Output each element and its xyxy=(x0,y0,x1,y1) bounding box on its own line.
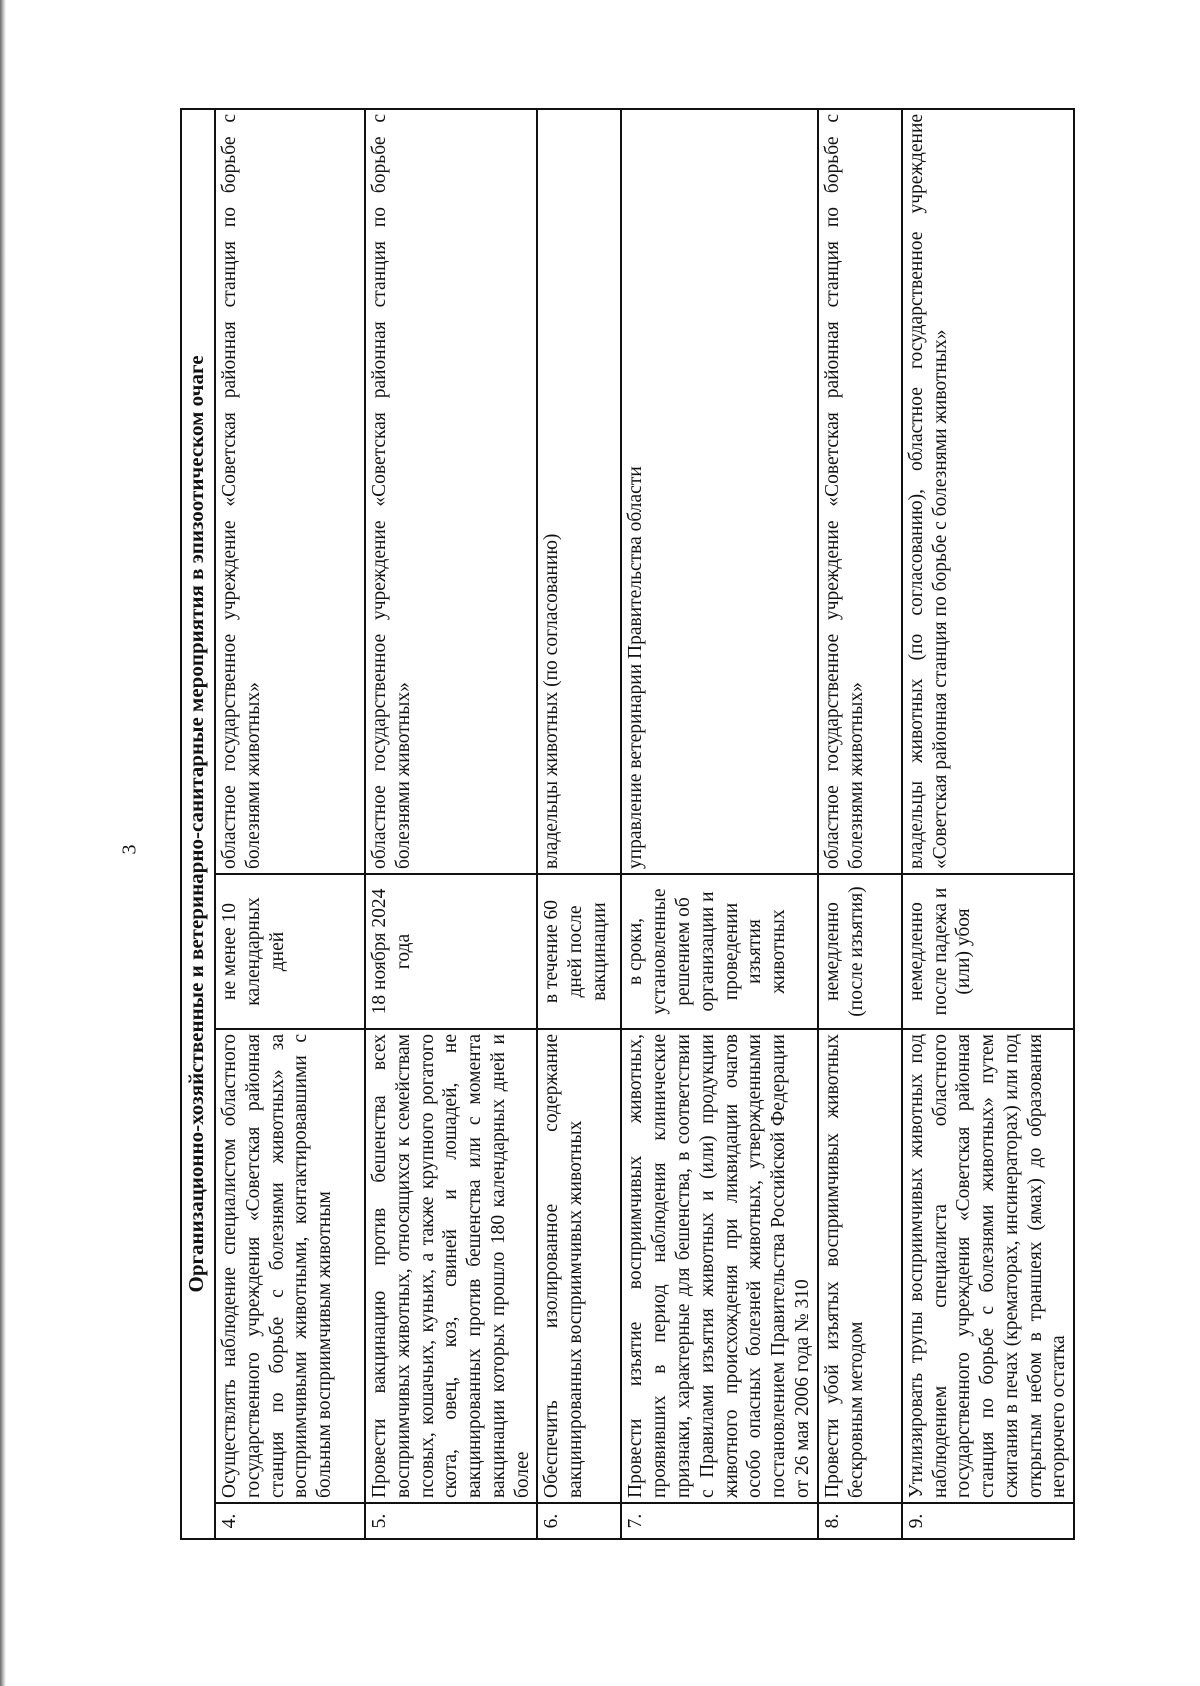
table-row xyxy=(537,109,621,1539)
row-number: 9. xyxy=(902,1503,1074,1539)
row-number: 4. xyxy=(215,1503,365,1539)
row-number: 5. xyxy=(365,1503,537,1539)
table-row xyxy=(621,109,817,1539)
table-row xyxy=(902,109,1074,1539)
table-row xyxy=(365,109,537,1539)
row-number: 6. xyxy=(537,1503,621,1539)
row-number: 7. xyxy=(621,1503,817,1539)
action-cell: Провести вакцинацию против бешенства всех восприимчивых животных, относящихся к семействам псовых, кошачьих, куньих, а также крупного рогатого скота, овец, коз, свиней и лошадей, не вакцинированных против бешенства или с момента вакцинации которых прошло 180 календарных дней и более xyxy=(365,1029,537,1503)
responsible-cell: владельцы животных (по согласованию) xyxy=(537,109,621,874)
term-cell: не менее 10 календарных дней xyxy=(215,874,365,1029)
table-row xyxy=(215,109,365,1539)
row-number: 8. xyxy=(818,1503,902,1539)
measures-table xyxy=(180,108,1075,1540)
scan-edge xyxy=(0,0,6,1686)
term-cell: в сроки, установленные решением об организации и проведении изъятия животных xyxy=(621,874,817,1029)
responsible-cell: управление ветеринарии Правительства области xyxy=(621,109,817,874)
section-header-row xyxy=(181,109,215,1539)
responsible-cell: областное государственное учреждение «Советская районная станция по борьбе с болезнями животных» xyxy=(215,109,365,874)
rotated-document xyxy=(180,110,1070,1540)
page-number: 3 xyxy=(118,844,141,855)
action-cell: Осуществлять наблюдение специалистом областного государственного учреждения «Советская районная станция по борьбе с болезнями животных» за восприимчивыми животными, контактировавшими с больным восприимчивым животным xyxy=(215,1029,365,1503)
responsible-cell: областное государственное учреждение «Советская районная станция по борьбе с болезнями животных» xyxy=(818,109,902,874)
responsible-cell: областное государственное учреждение «Советская районная станция по борьбе с болезнями животных» xyxy=(365,109,537,874)
table-row xyxy=(818,109,902,1539)
term-cell: немедленно (после изъятия) xyxy=(818,874,902,1029)
term-cell: немедленно после падежа и (или) убоя xyxy=(902,874,1074,1029)
term-cell: 18 ноября 2024 года xyxy=(365,874,537,1029)
responsible-cell: владельцы животных (по согласованию), областное государственное учреждение «Советская районная станция по борьбе с болезнями животных» xyxy=(902,109,1074,874)
action-cell: Обеспечить изолированное содержание вакцинированных восприимчивых животных xyxy=(537,1029,621,1503)
action-cell: Провести изъятие восприимчивых животных, проявивших в период наблюдения клинические признаки, характерные для бешенства, в соответствии с Правилами изъятия животных и (или) продукции животного происхождения при ликвидации очагов особо опасных болезней животных, утвержденными постановлением Правительства Российской Федерации от 26 мая 2006 года № 310 xyxy=(621,1029,817,1503)
term-cell: в течение 60 дней после вакцинации xyxy=(537,874,621,1029)
action-cell: Утилизировать трупы восприимчивых животных под наблюдением специалиста областного государственного учреждения «Советская районная станция по борьбе с болезнями животных» путем сжигания в печах (крематорах, инсинераторах) или под открытым небом в траншеях (ямах) до образования негорючего остатка xyxy=(902,1029,1074,1503)
section-title: Организационно-хозяйственные и ветеринарно-санитарные мероприятия в эпизоотическом очаге xyxy=(181,109,215,1539)
action-cell: Провести убой изъятых восприимчивых животных бескровным методом xyxy=(818,1029,902,1503)
